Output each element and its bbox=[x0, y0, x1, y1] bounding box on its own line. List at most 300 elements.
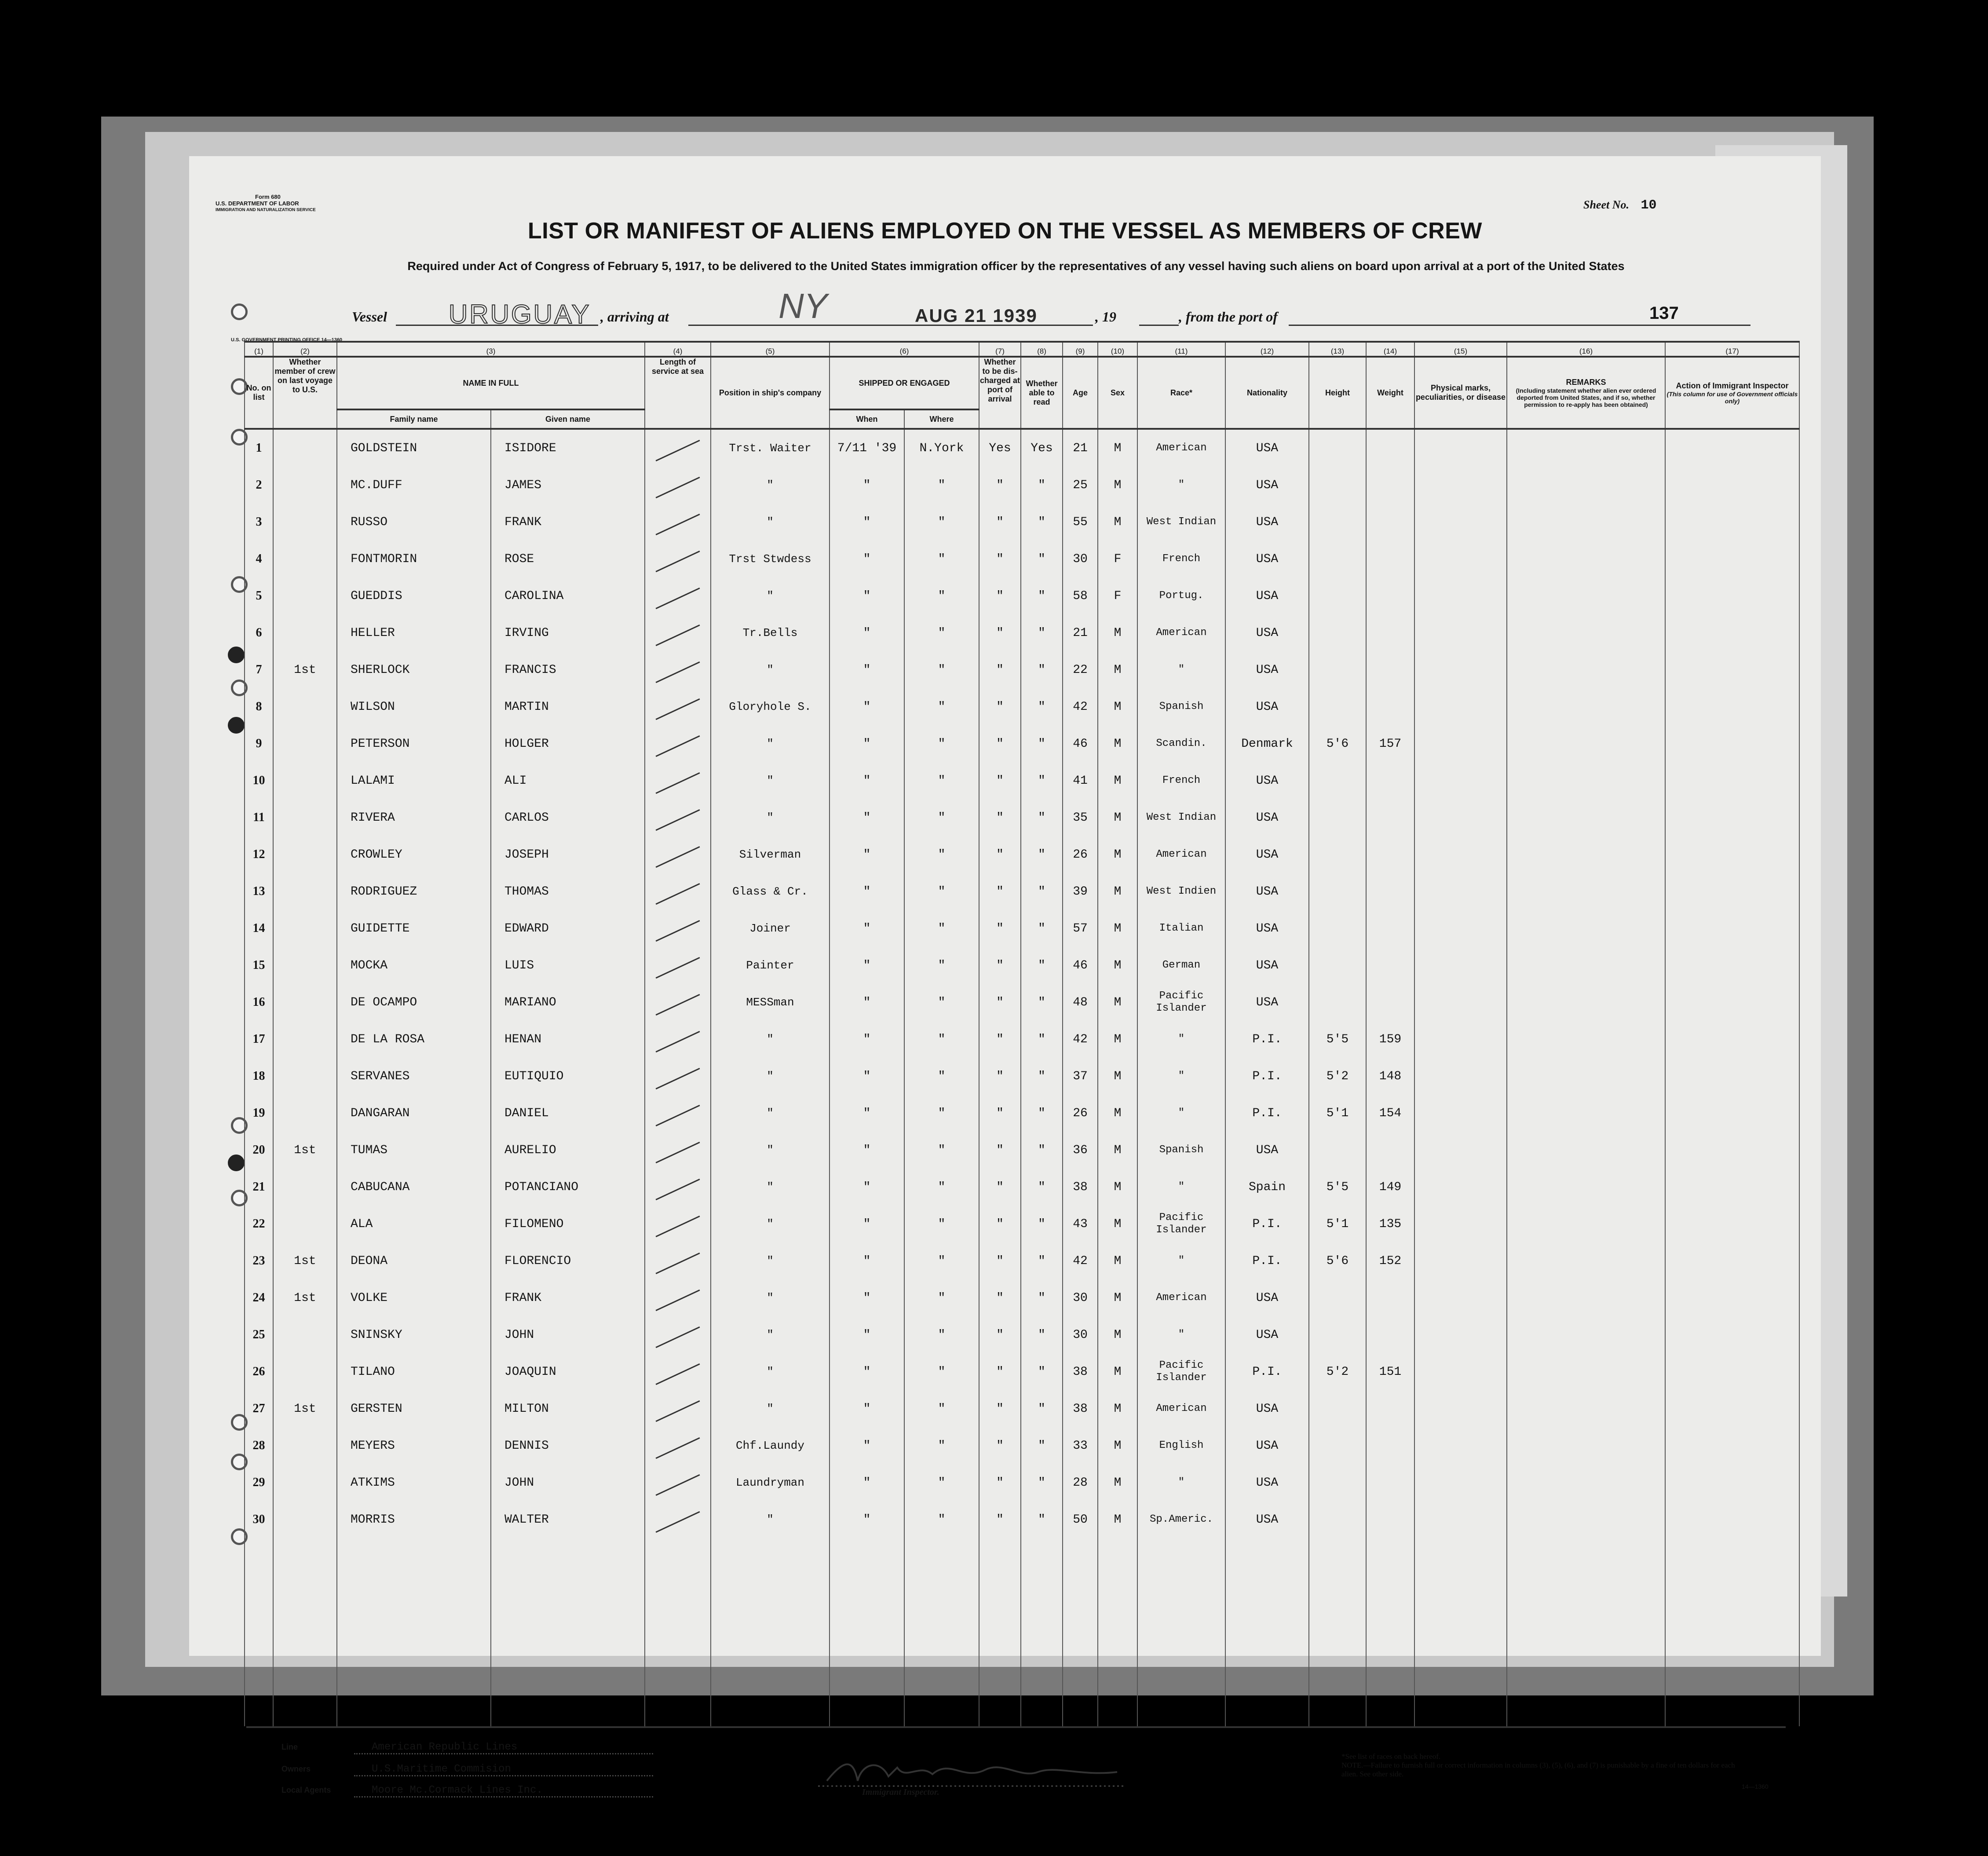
table-row bbox=[245, 467, 1799, 504]
remarks-cell bbox=[1507, 614, 1665, 651]
row-number-cell: 14 bbox=[245, 910, 273, 947]
header-action bbox=[1665, 357, 1799, 429]
race-cell: English bbox=[1137, 1427, 1225, 1464]
weight-cell bbox=[1366, 1464, 1414, 1501]
shipped-when-cell: " bbox=[830, 577, 904, 614]
last-voyage-cell bbox=[273, 504, 337, 541]
nationality-cell: USA bbox=[1225, 873, 1309, 910]
physical-marks-cell bbox=[1414, 836, 1507, 873]
family-name-cell: PETERSON bbox=[337, 725, 491, 762]
column-header-row bbox=[245, 357, 1799, 409]
col-num-2: (2) bbox=[273, 342, 337, 357]
sheet-number bbox=[1583, 198, 1657, 213]
shipped-when-cell: " bbox=[830, 1132, 904, 1169]
sex-cell: M bbox=[1098, 1206, 1137, 1242]
family-name-cell: RODRIGUEZ bbox=[337, 873, 491, 910]
inspector-action-cell bbox=[1665, 725, 1799, 762]
given-name-cell: ISIDORE bbox=[491, 429, 645, 467]
shipped-when-cell: " bbox=[830, 614, 904, 651]
shipped-when-cell: " bbox=[830, 467, 904, 504]
physical-marks-cell bbox=[1414, 799, 1507, 836]
last-voyage-cell bbox=[273, 947, 337, 984]
check-mark bbox=[656, 735, 700, 756]
check-mark bbox=[656, 1067, 700, 1089]
sex-cell: M bbox=[1098, 1501, 1137, 1538]
shipped-when-cell: " bbox=[830, 910, 904, 947]
age-cell: 30 bbox=[1063, 1279, 1098, 1316]
inspector-action-cell bbox=[1665, 910, 1799, 947]
physical-marks-cell bbox=[1414, 1206, 1507, 1242]
inspector-action-cell bbox=[1665, 984, 1799, 1021]
shipped-where-cell: " bbox=[904, 725, 979, 762]
shipped-where-cell: " bbox=[904, 504, 979, 541]
nationality-cell: USA bbox=[1225, 651, 1309, 688]
footer-print-code: 14—1360 bbox=[1742, 1783, 1769, 1790]
age-cell: 38 bbox=[1063, 1169, 1098, 1206]
inspector-action-cell bbox=[1665, 873, 1799, 910]
nationality-cell: USA bbox=[1225, 910, 1309, 947]
nationality-cell: USA bbox=[1225, 762, 1309, 799]
empty-cell bbox=[1309, 1538, 1366, 1726]
position-cell: " bbox=[711, 1501, 830, 1538]
discharged-cell: " bbox=[979, 1206, 1021, 1242]
crew-table bbox=[244, 341, 1800, 1726]
weight-cell bbox=[1366, 541, 1414, 577]
shipped-where-cell: " bbox=[904, 1501, 979, 1538]
age-cell: 38 bbox=[1063, 1353, 1098, 1390]
race-cell: American bbox=[1137, 1279, 1225, 1316]
row-number-cell: 26 bbox=[245, 1353, 273, 1390]
sex-cell: M bbox=[1098, 467, 1137, 504]
header-sex: Sex bbox=[1098, 357, 1137, 429]
able-to-read-cell: " bbox=[1021, 577, 1063, 614]
family-name-cell: FONTMORIN bbox=[337, 541, 491, 577]
row-number-cell: 6 bbox=[245, 614, 273, 651]
physical-marks-cell bbox=[1414, 762, 1507, 799]
age-cell: 33 bbox=[1063, 1427, 1098, 1464]
physical-marks-cell bbox=[1414, 1353, 1507, 1390]
length-of-service-cell bbox=[645, 577, 711, 614]
shipped-when-cell: " bbox=[830, 984, 904, 1021]
family-name-cell: CROWLEY bbox=[337, 836, 491, 873]
height-cell bbox=[1309, 541, 1366, 577]
family-name-cell: SHERLOCK bbox=[337, 651, 491, 688]
col-num-4: (4) bbox=[645, 342, 711, 357]
remarks-cell bbox=[1507, 1242, 1665, 1279]
physical-marks-cell bbox=[1414, 1021, 1507, 1058]
last-voyage-cell: 1st bbox=[273, 1279, 337, 1316]
empty-cell bbox=[1098, 1538, 1137, 1726]
discharged-cell: Yes bbox=[979, 429, 1021, 467]
check-mark bbox=[656, 1437, 700, 1458]
empty-cell bbox=[1665, 1538, 1799, 1726]
height-cell bbox=[1309, 836, 1366, 873]
last-voyage-cell bbox=[273, 1427, 337, 1464]
empty-cell bbox=[1225, 1538, 1309, 1726]
shipped-when-cell: " bbox=[830, 504, 904, 541]
age-cell: 39 bbox=[1063, 873, 1098, 910]
discharged-cell: " bbox=[979, 1095, 1021, 1132]
given-name-cell: WALTER bbox=[491, 1501, 645, 1538]
form-number: Form 680 bbox=[255, 194, 281, 200]
owners-label: Owners bbox=[281, 1765, 311, 1773]
physical-marks-cell bbox=[1414, 1279, 1507, 1316]
physical-marks-cell bbox=[1414, 1242, 1507, 1279]
inspector-action-cell bbox=[1665, 1353, 1799, 1390]
sex-cell: M bbox=[1098, 1132, 1137, 1169]
race-cell: Spanish bbox=[1137, 1132, 1225, 1169]
check-mark bbox=[656, 513, 700, 535]
last-voyage-cell: 1st bbox=[273, 1390, 337, 1427]
inspector-label: Immigrant Inspector. bbox=[862, 1787, 939, 1797]
given-name-cell: ALI bbox=[491, 762, 645, 799]
length-of-service-cell bbox=[645, 1242, 711, 1279]
length-of-service-cell bbox=[645, 504, 711, 541]
nationality-cell: USA bbox=[1225, 429, 1309, 467]
last-voyage-cell bbox=[273, 688, 337, 725]
remarks-cell bbox=[1507, 1169, 1665, 1206]
last-voyage-cell: 1st bbox=[273, 1242, 337, 1279]
age-cell: 42 bbox=[1063, 1242, 1098, 1279]
physical-marks-cell bbox=[1414, 577, 1507, 614]
race-cell: " bbox=[1137, 1021, 1225, 1058]
nationality-cell: USA bbox=[1225, 504, 1309, 541]
discharged-cell: " bbox=[979, 1021, 1021, 1058]
check-mark bbox=[656, 809, 700, 830]
nationality-cell: USA bbox=[1225, 984, 1309, 1021]
length-of-service-cell bbox=[645, 1353, 711, 1390]
header-race: Race* bbox=[1137, 357, 1225, 429]
header-position: Position in ship's company bbox=[711, 357, 830, 429]
length-of-service-cell bbox=[645, 1390, 711, 1427]
row-number-cell: 21 bbox=[245, 1169, 273, 1206]
nationality-cell: USA bbox=[1225, 467, 1309, 504]
col-num-8: (8) bbox=[1021, 342, 1063, 357]
printing-office-code: U.S. GOVERNMENT PRINTING OFFICE 14—1360 bbox=[231, 337, 343, 343]
weight-cell: 148 bbox=[1366, 1058, 1414, 1095]
table-row bbox=[245, 984, 1799, 1021]
discharged-cell: " bbox=[979, 836, 1021, 873]
age-cell: 46 bbox=[1063, 725, 1098, 762]
inspector-action-cell bbox=[1665, 1058, 1799, 1095]
family-name-cell: TUMAS bbox=[337, 1132, 491, 1169]
family-name-cell: DE LA ROSA bbox=[337, 1021, 491, 1058]
empty-cell bbox=[1021, 1538, 1063, 1726]
family-name-cell: CABUCANA bbox=[337, 1169, 491, 1206]
row-number-cell: 7 bbox=[245, 651, 273, 688]
discharged-cell: " bbox=[979, 1242, 1021, 1279]
weight-cell: 157 bbox=[1366, 725, 1414, 762]
discharged-cell: " bbox=[979, 1427, 1021, 1464]
last-voyage-cell bbox=[273, 577, 337, 614]
sheet-number-value: 10 bbox=[1641, 198, 1657, 213]
table-row bbox=[245, 429, 1799, 467]
nationality-cell: USA bbox=[1225, 1427, 1309, 1464]
shipped-where-cell: " bbox=[904, 577, 979, 614]
owners-value: U.S.Maritime Commision bbox=[354, 1763, 653, 1776]
length-of-service-cell bbox=[645, 836, 711, 873]
nationality-cell: USA bbox=[1225, 614, 1309, 651]
height-cell bbox=[1309, 1279, 1366, 1316]
able-to-read-cell: " bbox=[1021, 725, 1063, 762]
inspector-action-cell bbox=[1665, 762, 1799, 799]
check-mark bbox=[656, 957, 700, 978]
row-number-cell: 18 bbox=[245, 1058, 273, 1095]
race-cell: " bbox=[1137, 651, 1225, 688]
row-number-cell: 12 bbox=[245, 836, 273, 873]
last-voyage-cell bbox=[273, 541, 337, 577]
length-of-service-cell bbox=[645, 1169, 711, 1206]
race-cell: Sp.Americ. bbox=[1137, 1501, 1225, 1538]
shipped-where-cell: " bbox=[904, 1242, 979, 1279]
family-name-cell: RUSSO bbox=[337, 504, 491, 541]
height-cell bbox=[1309, 688, 1366, 725]
shipped-where-cell: " bbox=[904, 1206, 979, 1242]
able-to-read-cell: " bbox=[1021, 1206, 1063, 1242]
action-title: Action of Immigrant Inspector bbox=[1676, 381, 1789, 390]
height-cell bbox=[1309, 1316, 1366, 1353]
height-cell bbox=[1309, 1132, 1366, 1169]
discharged-cell: " bbox=[979, 688, 1021, 725]
discharged-cell: " bbox=[979, 725, 1021, 762]
header-height: Height bbox=[1309, 357, 1366, 429]
shipped-where-cell: " bbox=[904, 1132, 979, 1169]
header-weight: Weight bbox=[1366, 357, 1414, 429]
shipped-when-cell: " bbox=[830, 1095, 904, 1132]
last-voyage-cell bbox=[273, 467, 337, 504]
able-to-read-cell: " bbox=[1021, 1390, 1063, 1427]
height-cell bbox=[1309, 947, 1366, 984]
length-of-service-cell bbox=[645, 1132, 711, 1169]
physical-marks-cell bbox=[1414, 910, 1507, 947]
given-name-cell: MILTON bbox=[491, 1390, 645, 1427]
shipped-where-cell: " bbox=[904, 688, 979, 725]
sex-cell: M bbox=[1098, 1464, 1137, 1501]
shipped-when-cell: " bbox=[830, 836, 904, 873]
shipped-where-cell: " bbox=[904, 1095, 979, 1132]
weight-cell bbox=[1366, 429, 1414, 467]
col-num-3: (3) bbox=[337, 342, 645, 357]
sex-cell: M bbox=[1098, 504, 1137, 541]
shipped-where-cell: N.York bbox=[904, 429, 979, 467]
position-cell: " bbox=[711, 651, 830, 688]
inspector-action-cell bbox=[1665, 1095, 1799, 1132]
footer-notes bbox=[1341, 1752, 1737, 1779]
check-mark bbox=[656, 1252, 700, 1274]
race-cell: West Indian bbox=[1137, 504, 1225, 541]
header-no-on-list: No. on list bbox=[245, 357, 273, 429]
able-to-read-cell: " bbox=[1021, 541, 1063, 577]
crew-rows bbox=[245, 429, 1799, 1726]
physical-marks-cell bbox=[1414, 873, 1507, 910]
shipped-where-cell: " bbox=[904, 1021, 979, 1058]
last-voyage-cell bbox=[273, 1169, 337, 1206]
weight-cell: 149 bbox=[1366, 1169, 1414, 1206]
race-cell: " bbox=[1137, 1095, 1225, 1132]
last-voyage-cell bbox=[273, 984, 337, 1021]
col-num-15: (15) bbox=[1414, 342, 1507, 357]
height-cell bbox=[1309, 984, 1366, 1021]
height-cell: 5'2 bbox=[1309, 1058, 1366, 1095]
weight-cell bbox=[1366, 762, 1414, 799]
remarks-cell bbox=[1507, 725, 1665, 762]
position-cell: " bbox=[711, 1206, 830, 1242]
col-num-7: (7) bbox=[979, 342, 1021, 357]
inspector-action-cell bbox=[1665, 651, 1799, 688]
position-cell: " bbox=[711, 1058, 830, 1095]
shipped-where-cell: " bbox=[904, 1169, 979, 1206]
shipped-when-cell: " bbox=[830, 1353, 904, 1390]
row-number-cell: 28 bbox=[245, 1427, 273, 1464]
family-name-cell: GERSTEN bbox=[337, 1390, 491, 1427]
able-to-read-cell: " bbox=[1021, 688, 1063, 725]
last-voyage-cell bbox=[273, 1353, 337, 1390]
weight-cell: 154 bbox=[1366, 1095, 1414, 1132]
remarks-cell bbox=[1507, 1132, 1665, 1169]
table-row bbox=[245, 1316, 1799, 1353]
shipped-where-cell: " bbox=[904, 651, 979, 688]
family-name-cell: SNINSKY bbox=[337, 1316, 491, 1353]
position-cell: Joiner bbox=[711, 910, 830, 947]
position-cell: Trst Stwdess bbox=[711, 541, 830, 577]
given-name-cell: MARIANO bbox=[491, 984, 645, 1021]
last-voyage-cell bbox=[273, 725, 337, 762]
nationality-cell: USA bbox=[1225, 947, 1309, 984]
table-row bbox=[245, 1095, 1799, 1132]
shipped-where-cell: " bbox=[904, 614, 979, 651]
remarks-cell bbox=[1507, 1021, 1665, 1058]
shipped-when-cell: " bbox=[830, 799, 904, 836]
remarks-note: (Including statement whether alien ever ordered deported from United States, and if so, whether permission to re-apply has been obtained) bbox=[1516, 387, 1656, 408]
length-of-service-cell bbox=[645, 984, 711, 1021]
empty-cell bbox=[1414, 1538, 1507, 1726]
height-cell bbox=[1309, 1501, 1366, 1538]
inspector-action-cell bbox=[1665, 688, 1799, 725]
physical-marks-cell bbox=[1414, 429, 1507, 467]
table-row bbox=[245, 1206, 1799, 1242]
table-row bbox=[245, 1021, 1799, 1058]
sex-cell: F bbox=[1098, 541, 1137, 577]
age-cell: 21 bbox=[1063, 614, 1098, 651]
weight-cell bbox=[1366, 1390, 1414, 1427]
position-cell: " bbox=[711, 577, 830, 614]
weight-cell bbox=[1366, 984, 1414, 1021]
inspector-action-cell bbox=[1665, 1501, 1799, 1538]
discharged-cell: " bbox=[979, 1169, 1021, 1206]
empty-cell bbox=[711, 1538, 830, 1726]
shipped-where-cell: " bbox=[904, 1353, 979, 1390]
shipped-when-cell: " bbox=[830, 1501, 904, 1538]
shipped-when-cell: " bbox=[830, 873, 904, 910]
shipped-where-cell: " bbox=[904, 947, 979, 984]
race-cell: " bbox=[1137, 1316, 1225, 1353]
given-name-cell: LUIS bbox=[491, 947, 645, 984]
last-voyage-cell bbox=[273, 836, 337, 873]
last-voyage-cell bbox=[273, 1464, 337, 1501]
weight-cell bbox=[1366, 614, 1414, 651]
family-name-cell: LALAMI bbox=[337, 762, 491, 799]
sex-cell: M bbox=[1098, 1390, 1137, 1427]
shipped-where-cell: " bbox=[904, 873, 979, 910]
document-subtitle: Required under Act of Congress of February 5, 1917, to be delivered to the United States immigration officer by the representatives of any vessel having such aliens on board upon arrival at a port of the United States bbox=[407, 259, 1625, 273]
position-cell: " bbox=[711, 1242, 830, 1279]
check-mark bbox=[656, 920, 700, 941]
height-cell bbox=[1309, 577, 1366, 614]
row-number-cell: 23 bbox=[245, 1242, 273, 1279]
age-cell: 38 bbox=[1063, 1390, 1098, 1427]
family-name-cell: MOCKA bbox=[337, 947, 491, 984]
row-number-cell: 17 bbox=[245, 1021, 273, 1058]
discharged-cell: " bbox=[979, 467, 1021, 504]
length-of-service-cell bbox=[645, 1279, 711, 1316]
discharged-cell: " bbox=[979, 799, 1021, 836]
discharged-cell: " bbox=[979, 1316, 1021, 1353]
table-row bbox=[245, 688, 1799, 725]
weight-cell bbox=[1366, 1132, 1414, 1169]
length-of-service-cell bbox=[645, 1095, 711, 1132]
remarks-cell bbox=[1507, 1353, 1665, 1390]
inspector-action-cell bbox=[1665, 1132, 1799, 1169]
inspector-action-cell bbox=[1665, 1169, 1799, 1206]
footer-agents bbox=[281, 1784, 653, 1798]
race-cell: French bbox=[1137, 762, 1225, 799]
family-name-cell: WILSON bbox=[337, 688, 491, 725]
physical-marks-cell bbox=[1414, 1095, 1507, 1132]
check-mark bbox=[656, 1474, 700, 1495]
position-cell: Glass & Cr. bbox=[711, 873, 830, 910]
table-row bbox=[245, 614, 1799, 651]
inspector-action-cell bbox=[1665, 614, 1799, 651]
remarks-cell bbox=[1507, 1390, 1665, 1427]
col-num-1: (1) bbox=[245, 342, 273, 357]
empty-cell bbox=[1137, 1538, 1225, 1726]
age-cell: 26 bbox=[1063, 1095, 1098, 1132]
empty-cell bbox=[1366, 1538, 1414, 1726]
race-cell: " bbox=[1137, 1058, 1225, 1095]
able-to-read-cell: " bbox=[1021, 651, 1063, 688]
remarks-title: REMARKS bbox=[1566, 377, 1606, 387]
height-cell: 5'5 bbox=[1309, 1021, 1366, 1058]
given-name-cell: JOHN bbox=[491, 1316, 645, 1353]
remarks-cell bbox=[1507, 429, 1665, 467]
department-name: U.S. DEPARTMENT OF LABOR bbox=[216, 200, 299, 207]
weight-cell bbox=[1366, 467, 1414, 504]
check-mark bbox=[656, 846, 700, 867]
shipped-when-cell: " bbox=[830, 1242, 904, 1279]
length-of-service-cell bbox=[645, 651, 711, 688]
remarks-cell bbox=[1507, 1095, 1665, 1132]
family-name-cell: DEONA bbox=[337, 1242, 491, 1279]
able-to-read-cell: " bbox=[1021, 762, 1063, 799]
discharged-cell: " bbox=[979, 541, 1021, 577]
inspector-action-cell bbox=[1665, 429, 1799, 467]
row-number-cell: 22 bbox=[245, 1206, 273, 1242]
discharged-cell: " bbox=[979, 614, 1021, 651]
given-name-cell: MARTIN bbox=[491, 688, 645, 725]
position-cell: " bbox=[711, 762, 830, 799]
remarks-cell bbox=[1507, 541, 1665, 577]
age-cell: 46 bbox=[1063, 947, 1098, 984]
sex-cell: M bbox=[1098, 1316, 1137, 1353]
weight-cell bbox=[1366, 504, 1414, 541]
race-cell: Pacific Islander bbox=[1137, 984, 1225, 1021]
race-cell: Pacific Islander bbox=[1137, 1206, 1225, 1242]
table-row bbox=[245, 1427, 1799, 1464]
discharged-cell: " bbox=[979, 577, 1021, 614]
length-of-service-cell bbox=[645, 1021, 711, 1058]
weight-cell: 159 bbox=[1366, 1021, 1414, 1058]
length-of-service-cell bbox=[645, 725, 711, 762]
